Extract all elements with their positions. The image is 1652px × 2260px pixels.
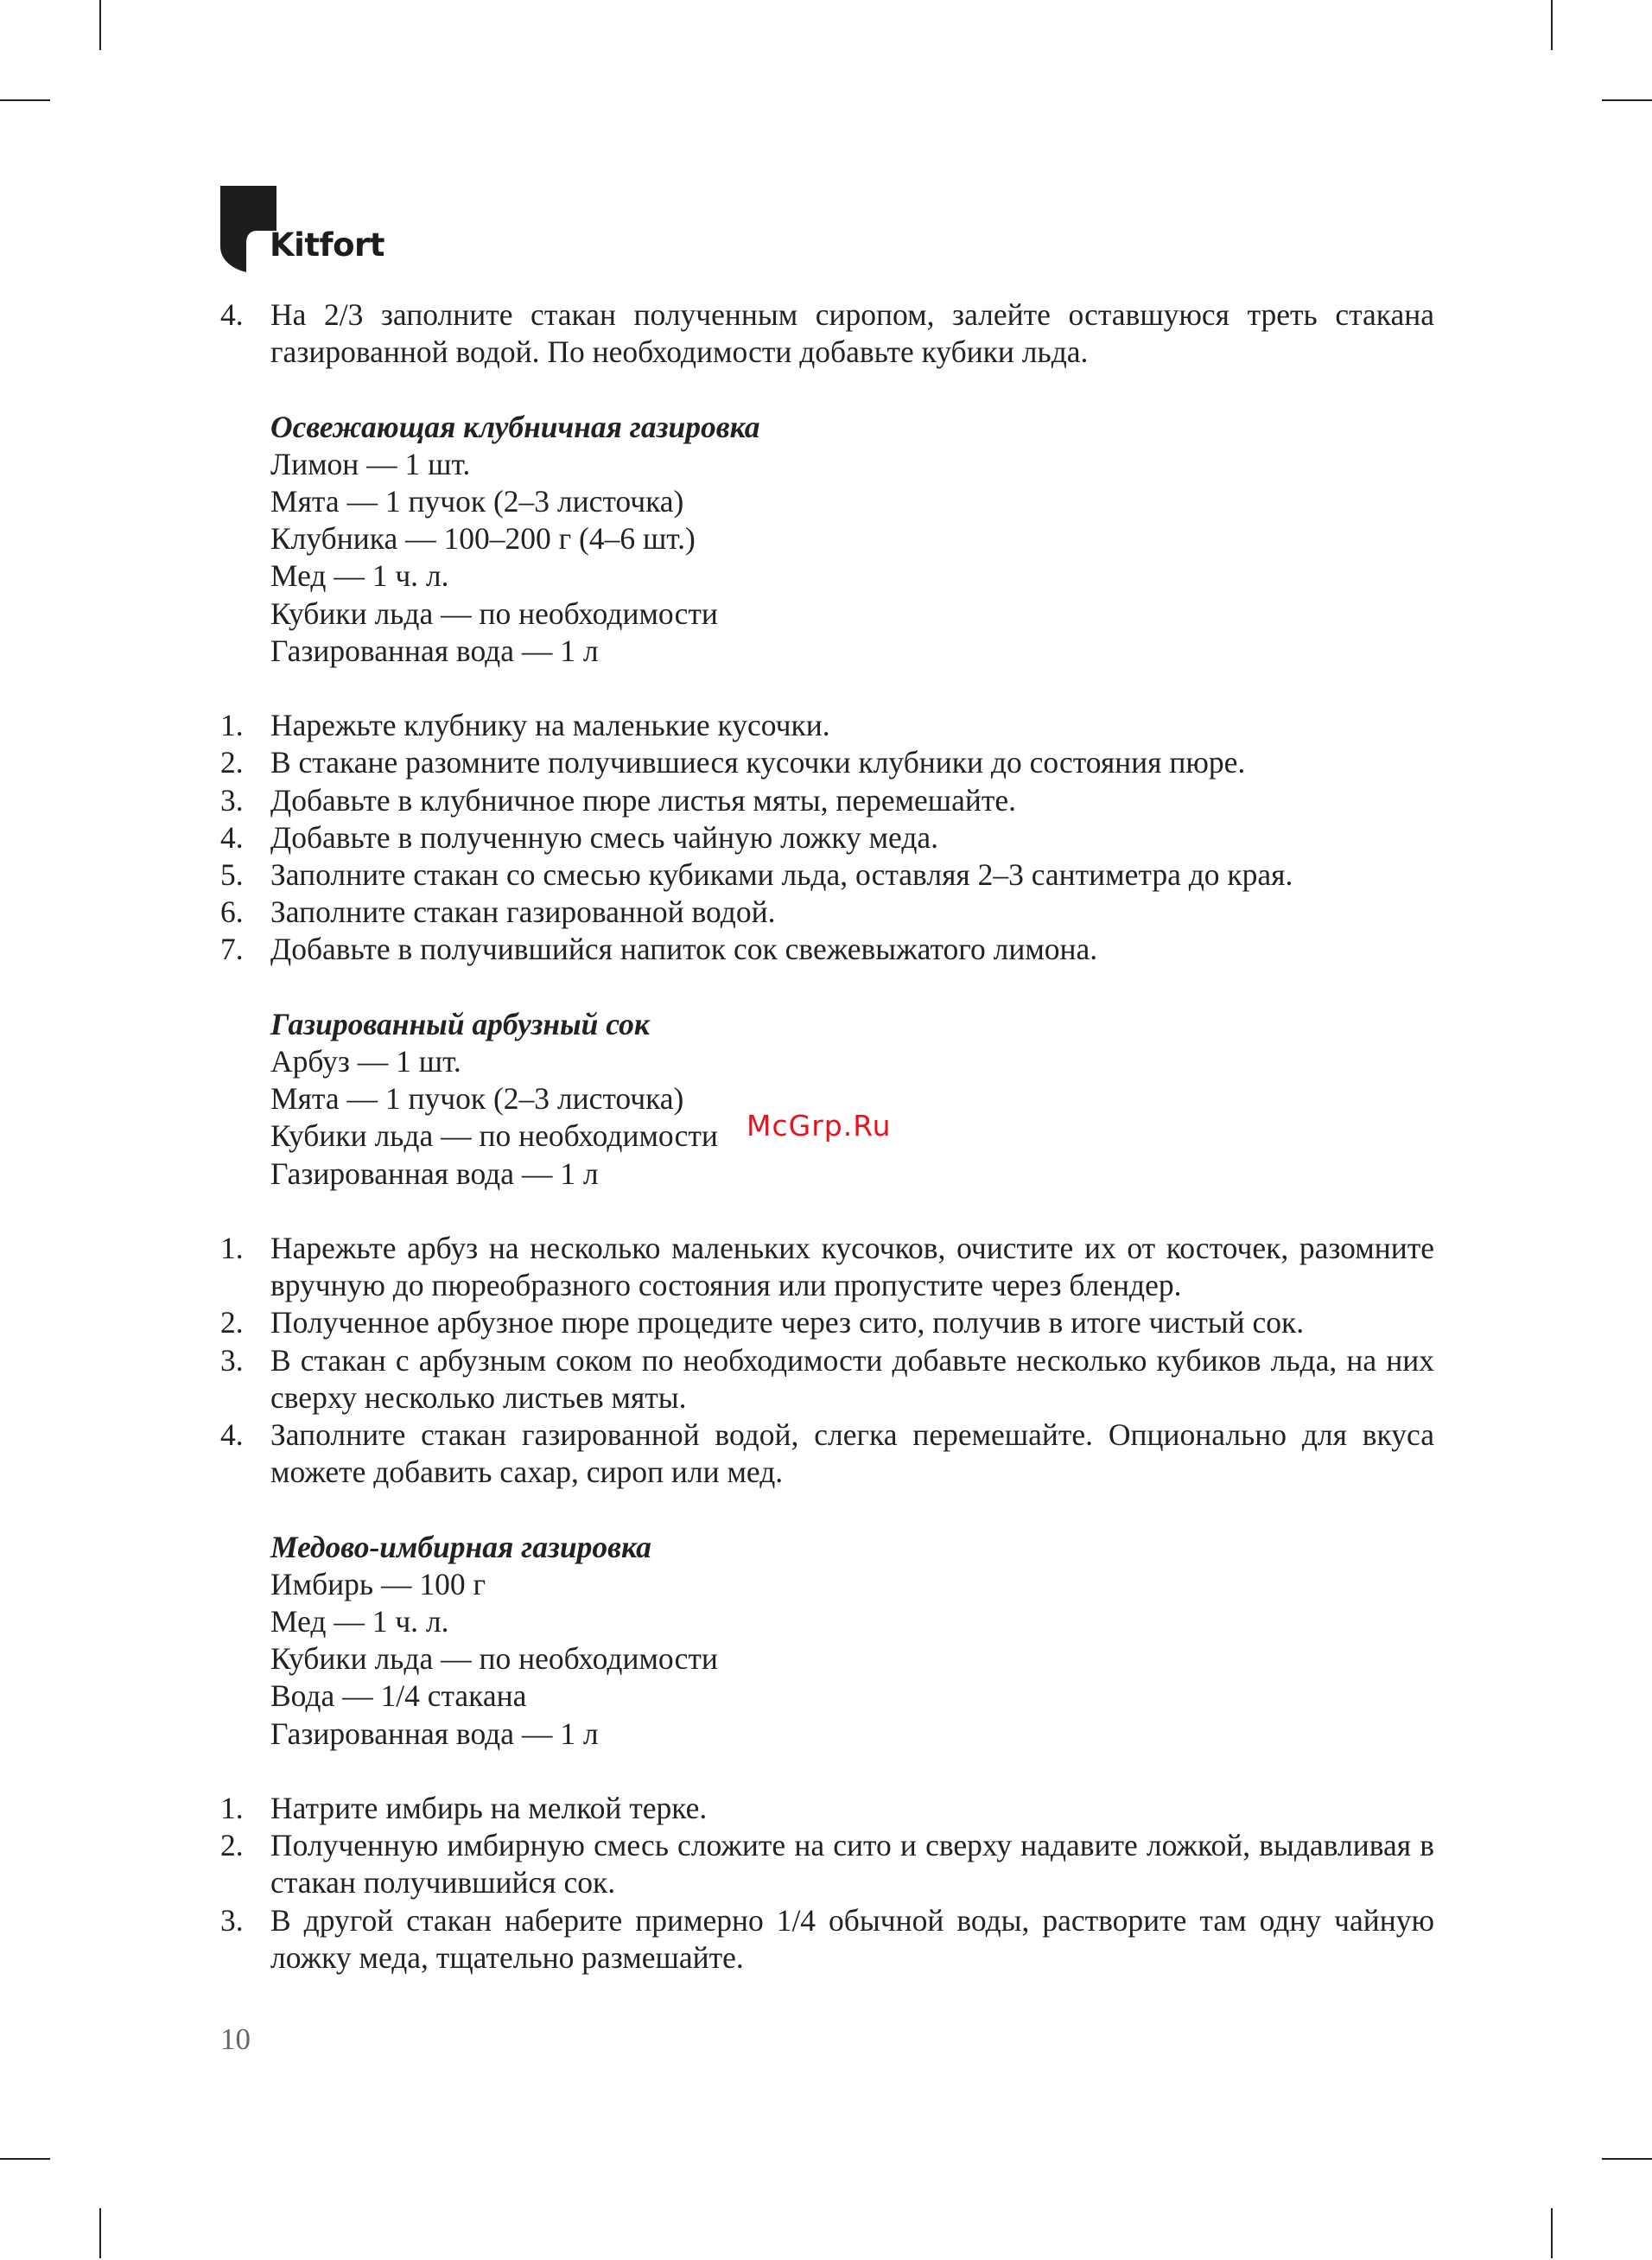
ingredient-line: Кубики льда — по необходимости [270,1641,718,1677]
list-text: Заполните стакан газированной водой. [270,894,776,930]
list-number: 4. [220,297,244,332]
recipe-step [220,744,1434,781]
list-text: Добавьте в получившийся напиток сок свежевыжатого лимона. [270,932,1098,967]
crop-mark [99,0,101,50]
recipe-step [220,931,1434,968]
recipe-step [220,1827,1434,1901]
list-text: Полученное арбузное пюре процедите через сито, получив в итоге чистый сок. [270,1305,1305,1340]
list-text: Добавьте в полученную смесь чайную ложку меда. [270,819,939,855]
recipe-title: Газированный арбузный сок [270,1006,650,1041]
list-number: 2. [220,745,244,780]
list-text: В стакане разомните получившиеся кусочки клубники до состояния пюре. [270,745,1246,780]
ingredient-line: Имбирь — 100 г [270,1566,486,1601]
page-number: 10 [220,2022,251,2056]
crop-mark [1551,2208,1553,2258]
ingredient-line: Вода — 1/4 стакана [270,1678,527,1714]
recipe-step [220,1230,1434,1304]
spacer [220,1193,1434,1230]
spacer [220,969,1434,1006]
list-text: На 2/3 заполните стакан полученным сиропом, залейте оставшуюся треть стакана газированной водой. По необходимости добавьте кубики льда. [270,297,1434,370]
ingredient-line: Мята — 1 пучок (2–3 листочка) [270,1081,684,1117]
crop-mark [0,2158,50,2160]
recipe-step [220,894,1434,931]
crop-mark [1551,0,1553,50]
spacer [220,670,1434,707]
crop-mark [99,2208,101,2258]
list-number: 4. [220,819,244,855]
list-text: Натрите имбирь на мелкой терке. [270,1791,708,1826]
list-text: В другой стакан наберите примерно 1/4 обычной воды, растворите там одну чайную ложку меда, тщательно размешайте. [270,1902,1434,1975]
brand-name: Kitfort [270,226,384,264]
ingredient-line: Мята — 1 пучок (2–3 листочка) [270,484,684,519]
ingredient-line: Газированная вода — 1 л [270,633,599,668]
ingredient-line: Газированная вода — 1 л [270,1155,599,1191]
crop-mark [1602,2158,1652,2160]
list-number: 3. [220,1342,244,1378]
list-number: 1. [220,708,244,743]
watermark: McGrp.Ru [747,1109,892,1143]
list-number: 3. [220,782,244,818]
ingredient-line: Газированная вода — 1 л [270,1716,599,1751]
spacer [220,1753,1434,1790]
list-text: Полученную имбирную смесь сложите на сито и сверху надавите ложкой, выдавливая в стакан получившийся сок. [270,1828,1434,1900]
spacer [220,1491,1434,1528]
list-text: Нарежьте клубнику на маленькие кусочки. [270,708,830,743]
list-number: 1. [220,1231,244,1266]
crop-mark [0,99,50,101]
recipe-step [220,819,1434,856]
recipe-title: Освежающая клубничная газировка [270,409,760,444]
list-text: Нарежьте арбуз на несколько маленьких кусочков, очистите их от косточек, разомните вручную до пюреобразного состояния или пропустите через блендер. [270,1231,1434,1303]
recipe-step [220,1790,1434,1827]
intro-step [220,296,1434,371]
list-number: 7. [220,932,244,967]
list-text: В стакан с арбузным соком по необходимости добавьте несколько кубиков льда, на них сверху несколько листьев мяты. [270,1342,1434,1415]
ingredient-line: Арбуз — 1 шт. [270,1044,461,1079]
recipe-step [220,1342,1434,1416]
spacer [220,371,1434,408]
ingredient-line: Клубника — 100–200 г (4–6 шт.) [270,521,696,557]
list-number: 4. [220,1417,244,1453]
recipe-step [220,782,1434,819]
crop-mark [1602,99,1652,101]
list-number: 6. [220,894,244,930]
ingredient-line: Мед — 1 ч. л. [270,558,449,594]
list-text: Заполните стакан со смесью кубиками льда, оставляя 2–3 сантиметра до края. [270,857,1293,893]
list-text: Добавьте в клубничное пюре листья мяты, перемешайте. [270,782,1017,818]
ingredient-line: Кубики льда — по необходимости [270,1118,718,1154]
ingredient-line: Кубики льда — по необходимости [270,595,718,631]
recipe-step [220,1416,1434,1491]
recipe-step [220,856,1434,894]
recipe-title: Медово-имбирная газировка [270,1529,651,1564]
list-number: 3. [220,1902,244,1938]
list-text: Заполните стакан газированной водой, слегка перемешайте. Опционально для вкуса можете добавить сахар, сироп или мед. [270,1417,1434,1490]
ingredient-line: Мед — 1 ч. л. [270,1604,449,1639]
list-number: 5. [220,857,244,893]
list-number: 1. [220,1791,244,1826]
list-number: 2. [220,1305,244,1340]
ingredient-line: Лимон — 1 шт. [270,446,471,481]
recipe-step [220,1304,1434,1341]
list-number: 2. [220,1828,244,1863]
recipe-step [220,707,1434,744]
recipe-step [220,1902,1434,1977]
